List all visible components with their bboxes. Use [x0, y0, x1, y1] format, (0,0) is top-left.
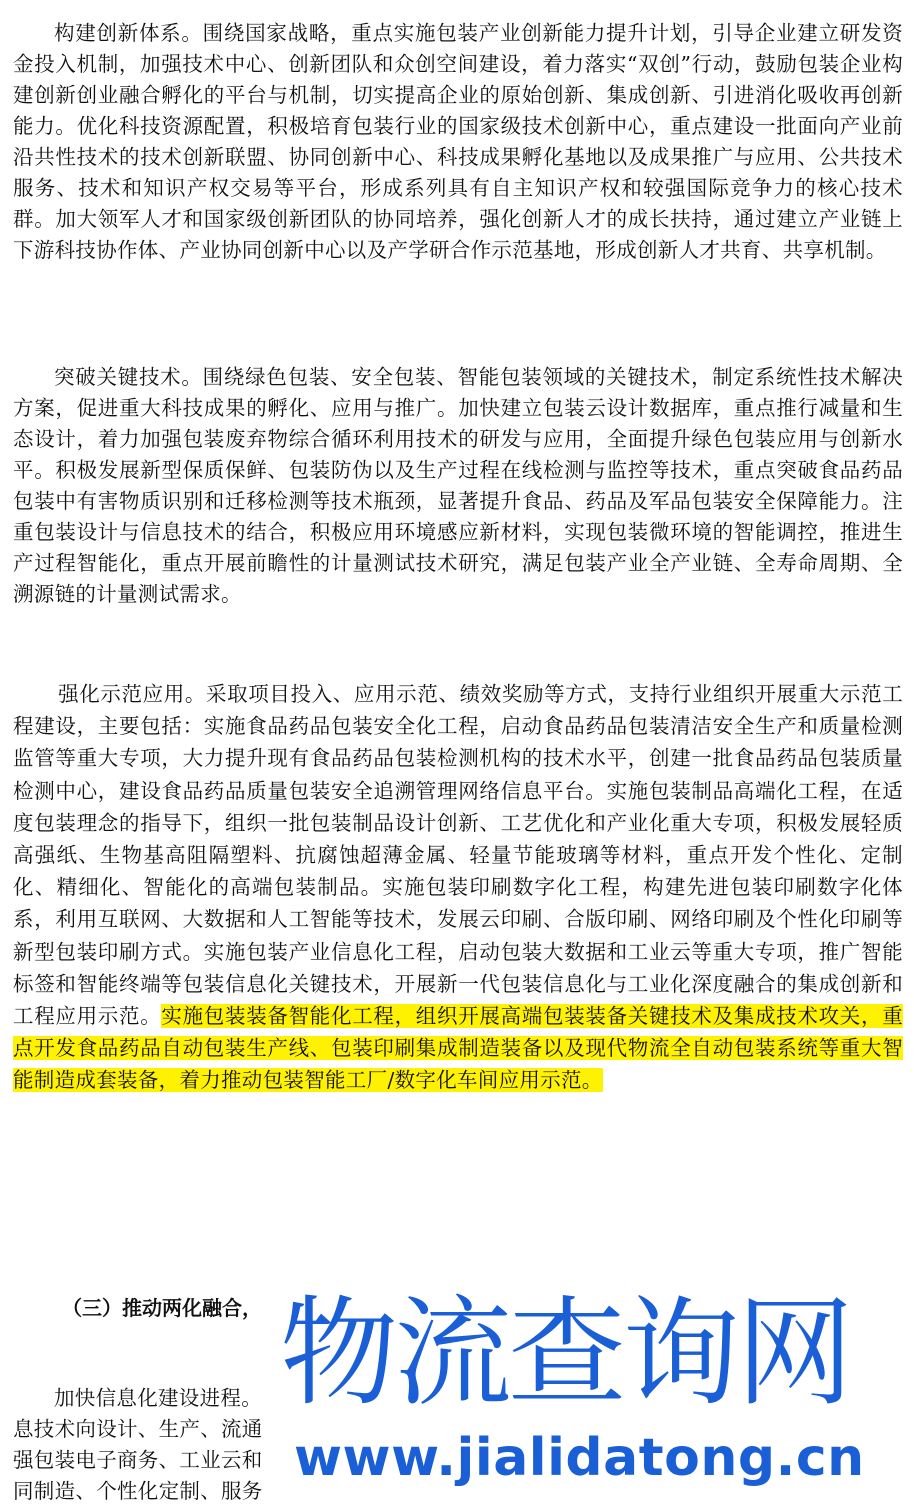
highlighted-text: 实施包装装备智能化工程，组织开展高端包装装备关键技术及集成技术攻关，重点开发食品药品自动包装生产线、包装印刷集成制造装备以及现代物流全自动包装系统等重大智能制造成套装备，着力推动包装智能工厂/数字化车间应用示范。 — [13, 1004, 903, 1093]
informatization-line: 同制造、个性化定制、服务 — [13, 1479, 263, 1503]
informatization-line: 强包装电子商务、工业云和 — [13, 1448, 263, 1472]
watermark-logo — [274, 1284, 914, 1509]
watermark-title: 物流查询网 — [280, 1284, 851, 1422]
informatization-line: 加快信息化建设进程。 — [54, 1386, 262, 1410]
section-heading: （三）推动两化融合， — [62, 1296, 262, 1320]
paragraph-informatization — [13, 1383, 283, 1507]
paragraph-key-technology: 突破关键技术。围绕绿色包装、安全包装、智能包装领域的关键技术，制定系统性技术解决方案，促进重大科技成果的孵化、应用与推广。加快建立包装云设计数据库，重点推行减量和生态设计，着力加强包装废弃物综合循环利用技术的研发与应用，全面提升绿色包装应用与创新水平。积极发展新型保质保鲜、包装防伪以及生产过程在线检测与监控等技术，重点突破食品药品包装中有害物质识别和迁移检测等技术瓶颈，显著提升食品、药品及军品包装安全保障能力。注重包装设计与信息技术的结合，积极应用环境感应新材料，实现包装微环境的智能调控，推进生产过程智能化，重点开展前瞻性的计量测试技术研究，满足包装产业全产业链、全寿命周期、全溯源链的计量测试需求。 — [13, 365, 903, 606]
paragraph-demonstration-text: 强化示范应用。采取项目投入、应用示范、绩效奖励等方式，支持行业组织开展重大示范工程建设，主要包括：实施食品药品包装安全化工程，启动食品药品包装清洁安全生产和质量检测监管等重大专项，大力提升现有食品药品包装检测机构的技术水平，创建一批食品药品包装质量检测中心，建设食品药品质量包装安全追溯管理网络信息平台。实施包装制品高端化工程，在适度包装理念的指导下，组织一批包装制品设计创新、工艺优化和产业化重大专项，积极发展轻质高强纸、生物基高阻隔塑料、抗腐蚀超薄金属、轻量节能玻璃等材料，重点开发个性化、定制化、精细化、智能化的高端包装制品。实施包装印刷数字化工程，构建先进包装印刷数字化体系，利用互联网、大数据和人工智能等技术，发展云印刷、合版印刷、网络印刷及个性化印刷等新型包装印刷方式。实施包装产业信息化工程，启动包装大数据和工业云等重大专项，推广智能标签和智能终端等包装信息化关键技术，开展新一代包装信息化与工业化深度融合的集成创新和工程应用示范。 — [13, 682, 903, 1029]
paragraph-innovation-system: 构建创新体系。围绕国家战略，重点实施包装产业创新能力提升计划，引导企业建立研发资金投入机制，加强技术中心、创新团队和众创空间建设，着力落实“双创”行动，鼓励包装企业构建创新创业融合孵化的平台与机制，切实提高企业的原始创新、集成创新、引进消化吸收再创新能力。优化科技资源配置，积极培育包装行业的国家级技术创新中心，重点建设一批面向产业前沿共性技术的技术创新联盟、协同创新中心、科技成果孵化基地以及成果推广与应用、公共技术服务、技术和知识产权交易等平台，形成系列具有自主知识产权和较强国际竞争力的核心技术群。加大领军人才和国家级创新团队的协同培养，强化创新人才的成长扶持，通过建立产业链上下游科技协作体、产业协同创新中心以及产学研合作示范基地，形成创新人才共育、共享机制。 — [13, 21, 903, 262]
informatization-line: 息技术向设计、生产、流通 — [13, 1417, 263, 1441]
watermark-url: www.jialidatong.cn — [294, 1428, 865, 1488]
paragraph-demonstration — [13, 678, 903, 1097]
